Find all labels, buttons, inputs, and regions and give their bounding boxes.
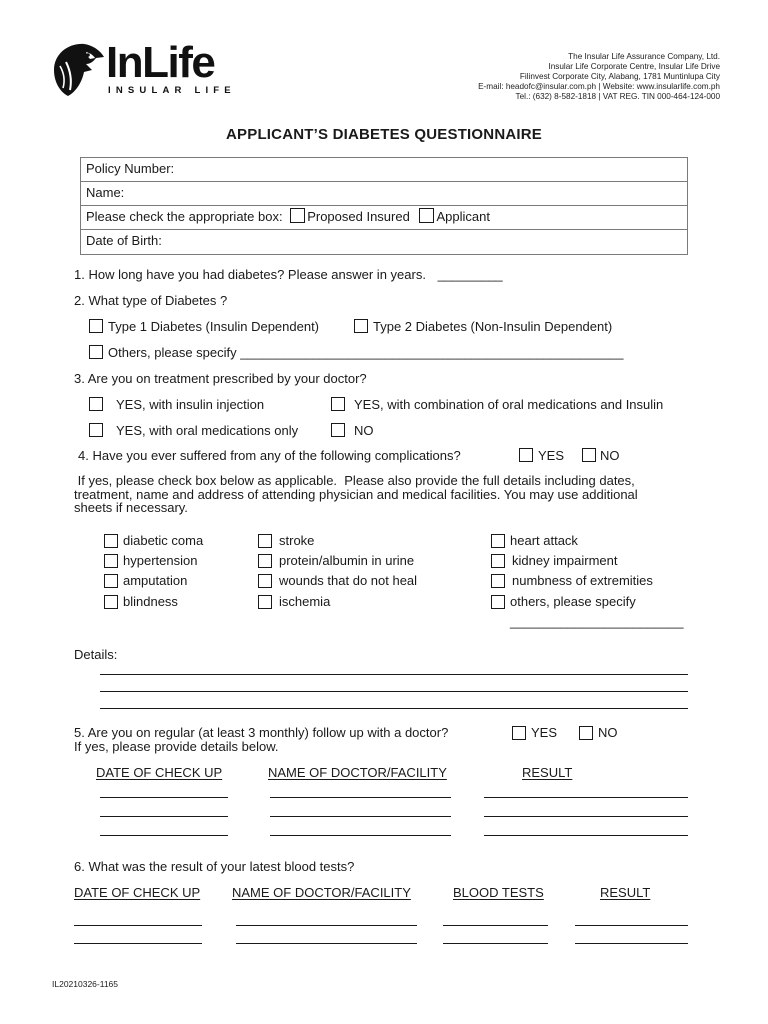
col-result: RESULT [600,885,651,900]
question-6-text: 6. What was the result of your latest blood tests? [74,859,355,874]
followup-date-line[interactable] [100,835,228,836]
combination-label: YES, with combination of oral medications and Insulin [354,397,664,412]
company-line: The Insular Life Assurance Company, Ltd. [568,52,720,61]
question-2-text: 2. What type of Diabetes ? [74,293,228,308]
others-type-blank[interactable]: _____________________________________________________ [240,345,624,360]
protein-albumin-label: protein/albumin in urine [279,553,415,568]
type1-checkbox[interactable] [89,319,103,333]
bloodtest-tests-line[interactable] [443,943,548,944]
protein-albumin-checkbox[interactable] [258,554,272,568]
bloodtest-result-line[interactable] [575,925,688,926]
policy-number-field[interactable] [81,158,687,182]
complications-instructions [74,474,638,515]
heart-attack-label: heart attack [510,533,578,548]
blindness-checkbox[interactable] [104,595,118,609]
blindness-label: blindness [123,594,178,609]
complications-no-checkbox[interactable] [582,448,596,462]
bloodtest-date-line[interactable] [74,925,202,926]
followup-doctor-line[interactable] [270,797,451,798]
col-date-checkup: DATE OF CHECK UP [74,885,201,900]
col-doctor-facility: NAME OF DOCTOR/FACILITY [268,765,447,780]
heart-attack-checkbox[interactable] [491,534,505,548]
complications-yes-checkbox[interactable] [519,448,533,462]
treatment-no-label: NO [354,423,374,438]
type2-label: Type 2 Diabetes (Non-Insulin Dependent) [373,319,613,334]
others-type-row [108,345,623,360]
numbness-checkbox[interactable] [491,574,505,588]
question-4-text: 4. Have you ever suffered from any of the following complications? [78,448,461,463]
bloodtest-doctor-line[interactable] [236,943,417,944]
hypertension-checkbox[interactable] [104,554,118,568]
instruction-line: If yes, please check box below as applicable. Please also provide the full details including dates, [74,473,635,488]
others-type-label: Others, please specify [108,345,241,360]
kidney-impairment-checkbox[interactable] [491,554,505,568]
details-line[interactable] [100,674,688,675]
diabetic-coma-label: diabetic coma [123,533,204,548]
followup-date-line[interactable] [100,797,228,798]
page-title: APPLICANT’S DIABETES QUESTIONNAIRE [226,126,542,143]
kidney-impairment-label: kidney impairment [512,553,618,568]
followup-doctor-line[interactable] [270,835,451,836]
eagle-logo-icon [46,40,106,98]
followup-result-line[interactable] [484,835,688,836]
bloodtest-result-line[interactable] [575,943,688,944]
other-complication-checkbox[interactable] [491,595,505,609]
company-line: Insular Life Corporate Centre, Insular Life Drive [548,62,720,71]
followup-result-line[interactable] [484,816,688,817]
followup-no-checkbox[interactable] [579,726,593,740]
followup-yes-label: YES [531,725,558,740]
company-line: Tel.: (632) 8-582-1818 | VAT REG. TIN 000-464-124-000 [515,92,720,101]
question-3-text: 3. Are you on treatment prescribed by your doctor? [74,371,367,386]
stroke-label: stroke [279,533,315,548]
check-box-label: Please check the appropriate box: [86,209,283,224]
insulin-injection-checkbox[interactable] [89,397,103,411]
applicant-info-table [80,157,688,255]
wounds-label: wounds that do not heal [279,573,418,588]
logo-subtext: INSULAR LIFE [108,85,236,96]
dob-field[interactable] [81,230,687,255]
other-complication-label: others, please specify [510,594,636,609]
years-blank[interactable]: _________ [437,267,503,282]
followup-yes-checkbox[interactable] [512,726,526,740]
col-blood-tests: BLOOD TESTS [453,885,544,900]
ischemia-checkbox[interactable] [258,595,272,609]
instruction-line: treatment, name and address of attending physician and medical facilities. You may use additional [74,486,638,502]
proposed-insured-checkbox[interactable] [290,208,305,223]
company-line: Filinvest Corporate City, Alabang, 1781 Muntinlupa City [519,72,720,81]
hypertension-label: hypertension [123,553,198,568]
applicant-label: Applicant [436,209,490,224]
complications-yes-label: YES [538,448,565,463]
type2-checkbox[interactable] [354,319,368,333]
name-field[interactable] [81,182,687,206]
details-line[interactable] [100,708,688,709]
dob-label: Date of Birth: [86,233,162,248]
policy-number-label: Policy Number: [86,161,175,176]
company-logo [46,40,236,100]
col-result: RESULT [522,765,573,780]
bloodtest-date-line[interactable] [74,943,202,944]
name-label: Name: [86,185,125,200]
followup-date-line[interactable] [100,816,228,817]
ischemia-label: ischemia [279,594,331,609]
bloodtest-doctor-line[interactable] [236,925,417,926]
question-1 [74,267,503,282]
amputation-label: amputation [123,573,188,588]
diabetic-coma-checkbox[interactable] [104,534,118,548]
amputation-checkbox[interactable] [104,574,118,588]
company-address-block [478,52,720,102]
other-complication-blank[interactable]: ________________________ [510,614,684,629]
logo-wordmark: InLife [106,38,215,87]
numbness-label: numbness of extremities [512,573,653,588]
stroke-checkbox[interactable] [258,534,272,548]
col-date-checkup: DATE OF CHECK UP [96,765,223,780]
instruction-line: sheets if necessary. [74,500,188,515]
treatment-no-checkbox[interactable] [331,423,345,437]
applicant-checkbox[interactable] [419,208,434,223]
followup-no-label: NO [598,725,618,740]
company-line: E-mail: headofc@insular.com.ph | Website: www.insularlife.com.ph [478,82,720,91]
role-check-row [81,206,687,230]
insulin-injection-label: YES, with insulin injection [116,397,265,412]
proposed-insured-label: Proposed Insured [307,209,410,224]
details-label: Details: [74,647,118,662]
form-code: IL20210326-1165 [52,979,119,989]
details-line[interactable] [100,691,688,692]
oral-medications-label: YES, with oral medications only [116,423,299,438]
question-5-subtext: If yes, please provide details below. [74,739,279,754]
question-5-text: 5. Are you on regular (at least 3 monthly) follow up with a doctor? [74,725,449,740]
question-1-text: 1. How long have you had diabetes? Please answer in years. [74,267,426,282]
type1-label: Type 1 Diabetes (Insulin Dependent) [108,319,320,334]
followup-result-line[interactable] [484,797,688,798]
combination-checkbox[interactable] [331,397,345,411]
followup-doctor-line[interactable] [270,816,451,817]
wounds-checkbox[interactable] [258,574,272,588]
oral-medications-checkbox[interactable] [89,423,103,437]
complications-no-label: NO [600,448,620,463]
others-type-checkbox[interactable] [89,345,103,359]
bloodtest-tests-line[interactable] [443,925,548,926]
col-doctor-facility: NAME OF DOCTOR/FACILITY [232,885,411,900]
